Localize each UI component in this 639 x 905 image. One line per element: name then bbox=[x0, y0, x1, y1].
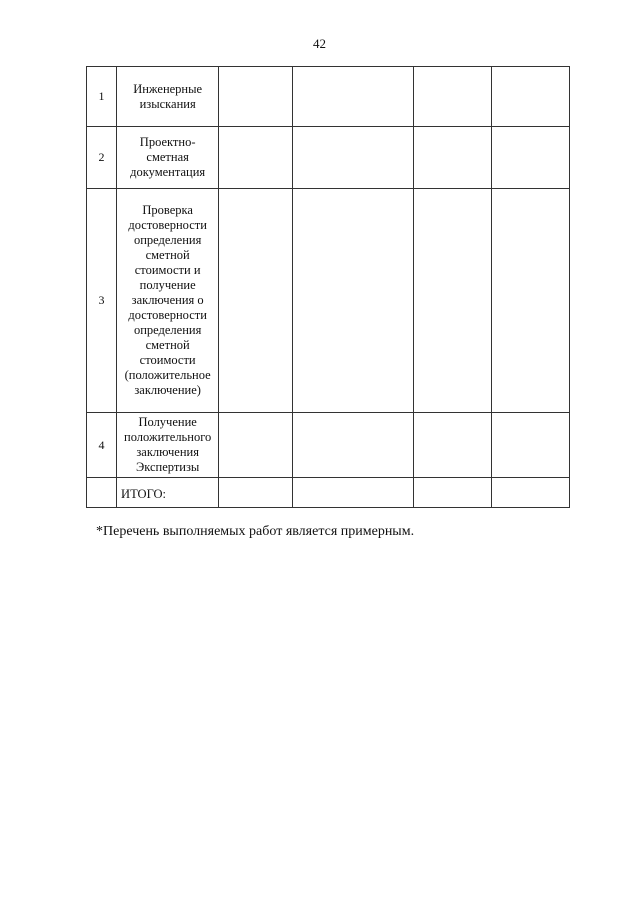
work-name: Получение положительного заключения Экспертизы bbox=[117, 413, 219, 478]
table-cell bbox=[413, 127, 491, 189]
row-number: 1 bbox=[87, 67, 117, 127]
table-cell bbox=[491, 127, 569, 189]
table-cell bbox=[293, 413, 413, 478]
work-name: Проверка достоверности определения сметной стоимости и получение заключения о достоверности определения сметной стоимости (положительное заключение) bbox=[117, 189, 219, 413]
works-table bbox=[86, 66, 570, 508]
row-number: 4 bbox=[87, 413, 117, 478]
table-cell bbox=[413, 478, 491, 508]
table-cell bbox=[293, 478, 413, 508]
table-cell bbox=[491, 478, 569, 508]
table-cell bbox=[219, 127, 293, 189]
table-row bbox=[87, 413, 570, 478]
row-number bbox=[87, 478, 117, 508]
table-cell bbox=[491, 413, 569, 478]
table-cell bbox=[219, 189, 293, 413]
table-cell bbox=[219, 67, 293, 127]
table-row bbox=[87, 67, 570, 127]
table-cell bbox=[219, 413, 293, 478]
total-label: ИТОГО: bbox=[117, 478, 219, 508]
table-cell bbox=[413, 189, 491, 413]
table-cell bbox=[491, 67, 569, 127]
table-cell bbox=[293, 67, 413, 127]
work-name: Инженерные изыскания bbox=[117, 67, 219, 127]
footnote: *Перечень выполняемых работ является примерным. bbox=[96, 524, 415, 539]
page-number: 42 bbox=[313, 36, 326, 51]
table-cell bbox=[293, 189, 413, 413]
table-row bbox=[87, 127, 570, 189]
row-number: 3 bbox=[87, 189, 117, 413]
table-cell bbox=[219, 478, 293, 508]
total-row bbox=[87, 478, 570, 508]
table-cell bbox=[491, 189, 569, 413]
table-cell bbox=[293, 127, 413, 189]
table-cell bbox=[413, 67, 491, 127]
work-name: Проектно- сметная документация bbox=[117, 127, 219, 189]
table-row bbox=[87, 189, 570, 413]
row-number: 2 bbox=[87, 127, 117, 189]
table-cell bbox=[413, 413, 491, 478]
